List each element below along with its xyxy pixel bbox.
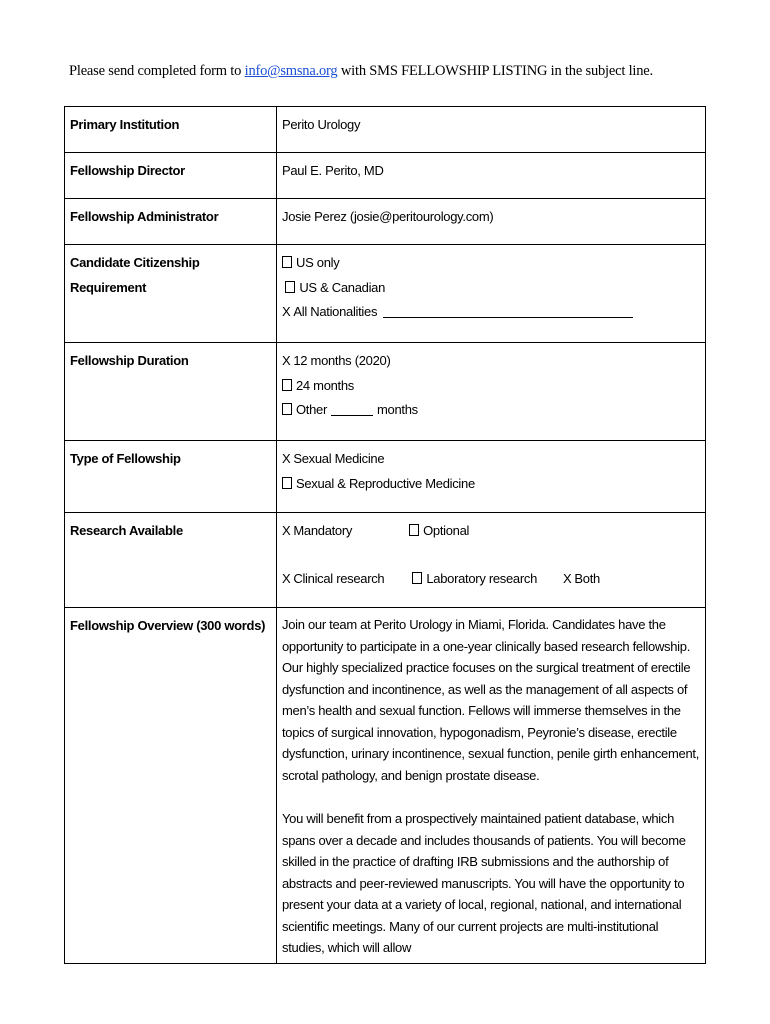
label-fellowship-administrator: Fellowship Administrator	[65, 199, 277, 245]
value-citizenship	[277, 245, 706, 343]
value-primary-institution: Perito Urology	[277, 107, 706, 153]
option-suffix: months	[377, 402, 418, 417]
checkbox-24-months[interactable]	[282, 379, 292, 391]
option-12-months	[282, 349, 700, 374]
label-fellowship-director: Fellowship Director	[65, 153, 277, 199]
label-type: Type of Fellowship	[65, 441, 277, 513]
checkbox-sexual-reproductive[interactable]	[282, 477, 292, 489]
checkbox-other[interactable]	[282, 403, 292, 415]
option-label-mandatory: Mandatory	[293, 523, 353, 538]
label-duration: Fellowship Duration	[65, 343, 277, 441]
label-primary-institution: Primary Institution	[65, 107, 277, 153]
option-label: US only	[296, 255, 340, 270]
value-duration	[277, 343, 706, 441]
option-label: Sexual & Reproductive Medicine	[296, 475, 475, 491]
research-type-line	[282, 567, 700, 592]
value-overview	[277, 608, 706, 964]
row-primary-institution	[65, 107, 706, 153]
checkbox-optional[interactable]	[409, 524, 419, 536]
option-label: All Nationalities	[293, 304, 378, 319]
value-fellowship-administrator: Josie Perez (josie@peritourology.com)	[277, 199, 706, 245]
checkmark-x[interactable]: X	[282, 304, 291, 319]
instructions-prefix: Please send completed form to	[69, 63, 245, 79]
option-label-laboratory: Laboratory research	[426, 570, 538, 586]
option-label-optional: Optional	[423, 523, 470, 538]
checkbox-laboratory[interactable]	[412, 572, 422, 584]
checkbox-us-canadian[interactable]	[285, 281, 295, 293]
row-overview	[65, 608, 706, 964]
value-research	[277, 513, 706, 608]
label-citizenship: Candidate Citizenship Requirement	[65, 245, 277, 343]
fill-in-blank[interactable]	[383, 303, 633, 318]
option-label: 12 months (2020)	[293, 353, 391, 368]
instructions-line	[69, 63, 749, 80]
option-label-clinical: Clinical research	[293, 570, 385, 586]
row-duration	[65, 343, 706, 441]
option-sexual-medicine	[282, 447, 700, 472]
option-sexual-reproductive	[282, 472, 700, 497]
fellowship-form-table	[64, 106, 706, 964]
option-label: US & Canadian	[299, 279, 386, 295]
option-label: Other	[296, 402, 328, 417]
value-fellowship-director: Paul E. Perito, MD	[277, 153, 706, 199]
option-all-nationalities	[282, 300, 700, 325]
label-research: Research Available	[65, 513, 277, 608]
row-citizenship	[65, 245, 706, 343]
option-label: 24 months	[296, 377, 355, 393]
option-label-both: Both	[574, 570, 600, 586]
row-research	[65, 513, 706, 608]
value-type	[277, 441, 706, 513]
option-other	[282, 398, 700, 423]
row-type	[65, 441, 706, 513]
option-label: Sexual Medicine	[293, 451, 385, 466]
row-fellowship-director	[65, 153, 706, 199]
option-24-months	[282, 374, 700, 399]
email-link[interactable]: info@smsna.org	[244, 63, 338, 79]
checkmark-x[interactable]: X	[563, 570, 572, 586]
option-us-canadian	[282, 276, 700, 301]
checkmark-x[interactable]: X	[282, 353, 291, 368]
label-overview: Fellowship Overview (300 words)	[65, 608, 277, 964]
checkmark-x[interactable]: X	[282, 523, 291, 538]
option-us-only	[282, 251, 700, 276]
checkmark-x[interactable]: X	[282, 570, 291, 586]
checkmark-x[interactable]: X	[282, 451, 291, 466]
other-months-blank[interactable]	[331, 401, 373, 416]
checkbox-us-only[interactable]	[282, 256, 292, 268]
overview-paragraph-2: You will benefit from a prospectively maintained patient database, which spans over a decade and includes thousands of patients. You will become skilled in the practice of drafting IRB submissions and the authorship of abstracts and peer-reviewed manuscripts. You will have the opportunity to present your data at a variety of local, regional, national, and international scientific meetings. Many of our current projects are multi-institutional studies, which will allow	[282, 811, 686, 955]
row-fellowship-administrator	[65, 199, 706, 245]
overview-paragraph-1: Join our team at Perito Urology in Miami, Florida. Candidates have the opportunity to participate in a one-year clinically based research fellowship. Our highly specialized practice focuses on the surgical treatment of erectile dysfunction and incontinence, as well as the management of all aspects of men’s health and sexual function. Fellows will immerse themselves in the topics of surgical innovation, hypogonadism, Peyronie’s disease, erectile dysfunction, urinary incontinence, sexual function, penile girth enhancement, scrotal pathology, and benign prostate disease.	[282, 617, 700, 783]
instructions-suffix: with SMS FELLOWSHIP LISTING in the subject line.	[337, 63, 653, 79]
research-requirement-line	[282, 519, 700, 544]
